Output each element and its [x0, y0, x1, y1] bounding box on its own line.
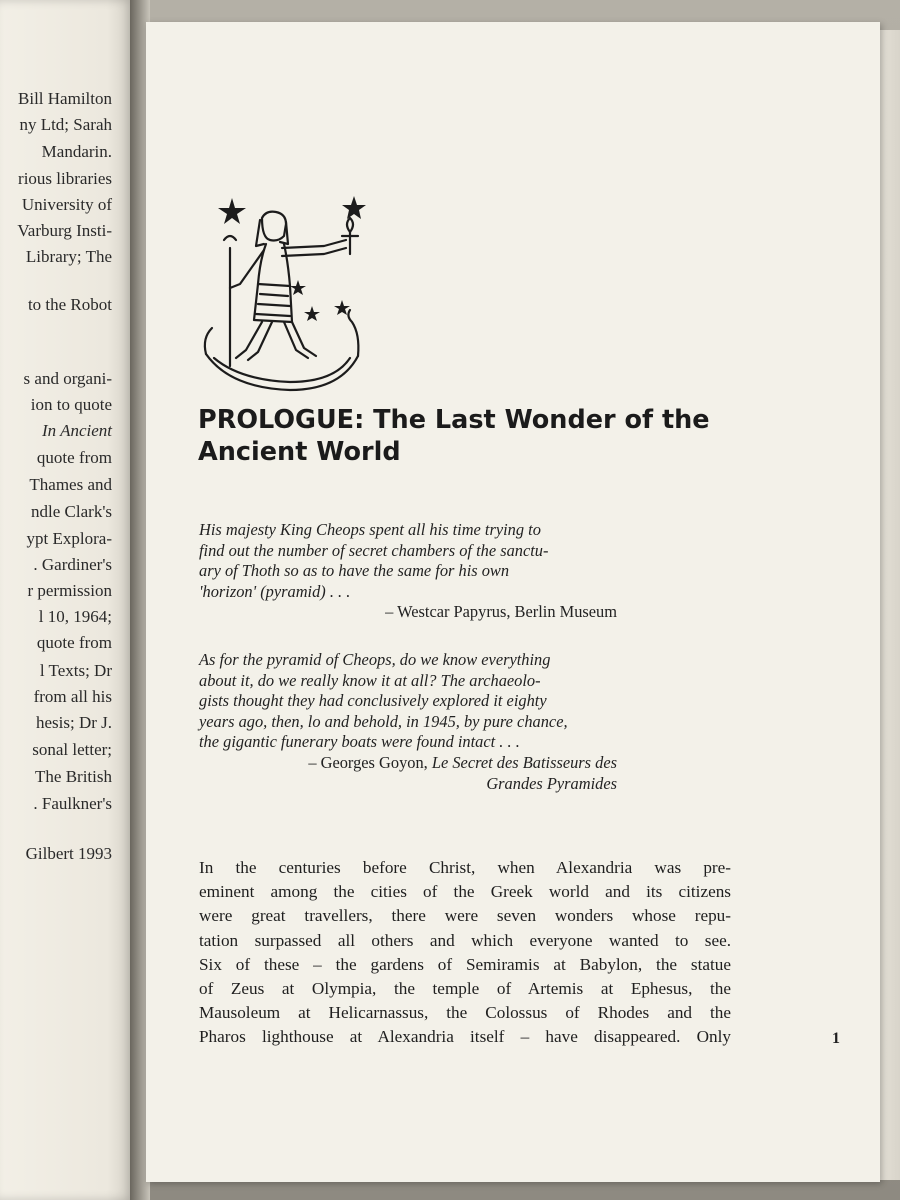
epigraph-quote-line: find out the number of secret chambers of the sanctu-: [199, 540, 549, 560]
attribution-author: – Georges Goyon,: [308, 752, 428, 772]
epigraph-quote-line: gists thought they had conclusively explored it eighty: [199, 691, 547, 711]
body-line: eminent among the cities of the Greek world and its citizens: [199, 882, 731, 902]
facing-page-line: . Gardiner's: [33, 555, 112, 574]
facing-page-line: In Ancient: [41, 421, 112, 440]
body-line: were great travellers, there were seven wonders whose repu-: [199, 906, 731, 926]
epigraph-quote-line: As for the pyramid of Cheops, do we know everything: [199, 650, 551, 669]
epigraph-quote-line: the gigantic funerary boats were found intact . . .: [199, 732, 520, 752]
facing-page-line: s and organi-: [23, 369, 112, 388]
epigraph-quote: [199, 650, 617, 753]
facing-page-line: l Texts; Dr: [39, 661, 112, 680]
facing-page-line: Library; The: [25, 247, 112, 266]
body-line: Mausoleum at Helicarnassus, the Colossus of Rhodes and the: [199, 1003, 731, 1023]
facing-page-line: Varburg Insti-: [17, 221, 112, 240]
facing-page-line: sonal letter;: [32, 740, 112, 759]
facing-page-line: from all his: [33, 687, 112, 706]
body-line: Six of these – the gardens of Semiramis at Babylon, the statue: [199, 954, 731, 974]
epigraph-quote: [199, 520, 617, 602]
facing-page-line: Mandarin.: [41, 142, 112, 161]
epigraph-quote-line: years ago, then, lo and behold, in 1945, by pure chance,: [199, 711, 568, 731]
facing-page-line: ion to quote: [30, 395, 112, 414]
facing-page-line: ypt Explora-: [26, 529, 112, 548]
epigraph-quote-line: His majesty King Cheops spent all his time trying to: [199, 520, 541, 539]
epigraph-goyon: [199, 650, 617, 794]
epigraph-quote-line: ary of Thoth so as to have the same for his own: [199, 561, 510, 581]
facing-page-line: Thames and: [29, 475, 112, 494]
facing-page-line: . Faulkner's: [33, 794, 112, 813]
attribution-work-continued: Grandes Pyramides: [486, 773, 617, 793]
body-line: of Zeus at Olympia, the temple of Artemis at Ephesus, the: [199, 979, 731, 999]
body-line: tation surpassed all others and which everyone wanted to see.: [199, 930, 731, 950]
page-number: 1: [832, 1030, 840, 1047]
epigraph-quote-line: 'horizon' (pyramid) . . .: [199, 581, 351, 601]
egyptian-pharaoh-boat-stars-icon: [200, 188, 378, 398]
facing-page: [0, 0, 134, 1200]
body-line: In the centuries before Christ, when Alexandria was pre-: [199, 858, 731, 877]
attribution-work: Le Secret des Batisseurs des: [431, 752, 617, 772]
facing-page-line: Gilbert 1993: [25, 844, 112, 863]
epigraph-attribution-continued: [199, 774, 617, 795]
facing-page-line: l 10, 1964;: [38, 607, 112, 626]
facing-page-line: rious libraries: [18, 169, 112, 188]
epigraph-quote-line: about it, do we really know it at all? The archaeolo-: [199, 670, 541, 690]
body-paragraph: [199, 856, 731, 1050]
facing-page-line: hesis; Dr J.: [35, 713, 112, 732]
facing-page-line: quote from: [36, 448, 112, 467]
epigraph-attribution: [199, 753, 617, 774]
facing-page-line: ny Ltd; Sarah: [19, 115, 112, 134]
body-line: Pharos lighthouse at Alexandria itself – have disappeared. Only: [199, 1027, 731, 1047]
epigraph-westcar: [199, 520, 617, 623]
facing-page-line: Bill Hamilton: [18, 89, 112, 108]
facing-page-line: University of: [21, 195, 112, 214]
epigraph-attribution: – Westcar Papyrus, Berlin Museum: [385, 602, 617, 622]
facing-page-line: quote from: [36, 633, 112, 652]
facing-page-line: r permission: [27, 581, 112, 600]
facing-page-line: ndle Clark's: [31, 502, 112, 521]
facing-page-line: The British: [35, 767, 112, 786]
chapter-title: PROLOGUE: The Last Wonder of the Ancient World: [198, 405, 710, 467]
facing-page-line: to the Robot: [27, 295, 112, 314]
